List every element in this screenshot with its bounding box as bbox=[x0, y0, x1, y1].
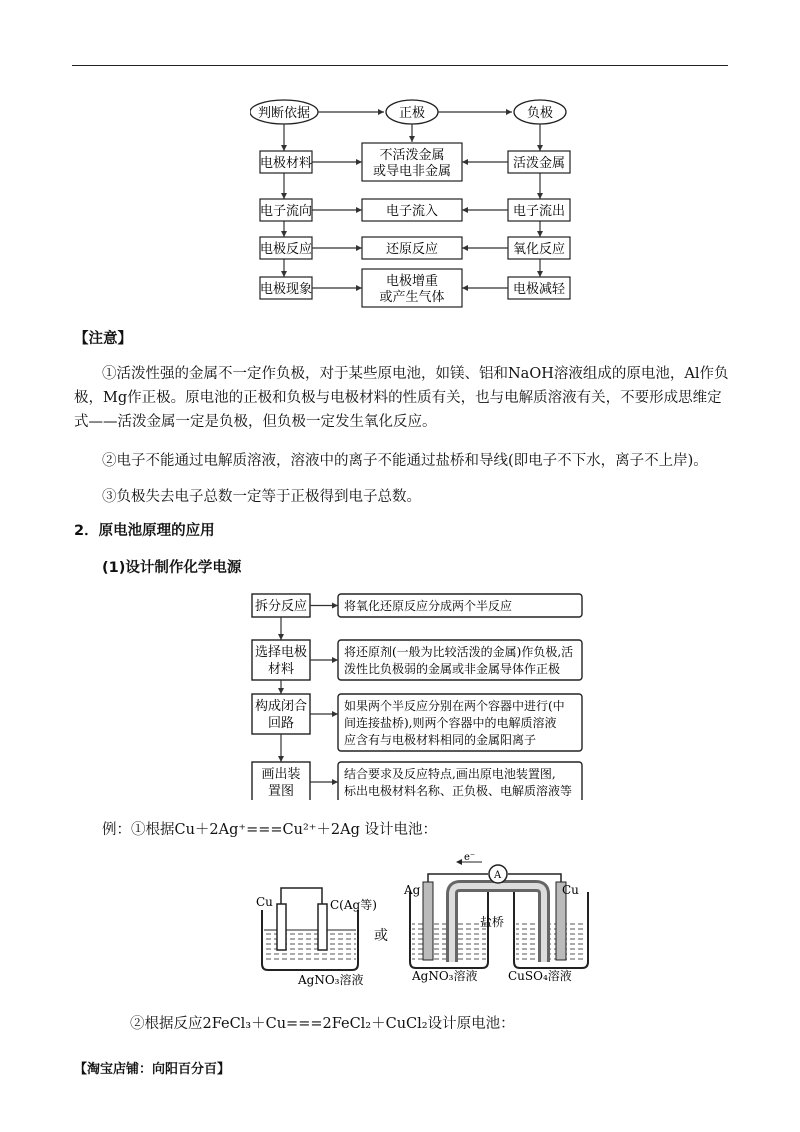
label-left-solution: AgNO₃溶液 bbox=[298, 973, 364, 987]
step-label-3-0: 画出装 bbox=[261, 767, 301, 782]
example-1-prefix: 例：①根据 bbox=[102, 822, 175, 838]
step-desc-3-1: 标出电极材料名称、正负极、电解质溶液等 bbox=[344, 784, 573, 798]
wire bbox=[281, 888, 322, 904]
sub-heading: (1)设计制作化学电源 bbox=[102, 560, 242, 576]
cu-electrode bbox=[277, 904, 286, 950]
section-heading: 2．原电池原理的应用 bbox=[74, 523, 215, 539]
note-item-1: ①活泼性强的金属不一定作负极，对于某些原电池，如镁、铝和NaOH溶液组成的原电池，Al作负极，Mg作正极。原电池的正极和负极与电极材料的性质有关，也与电解质溶液有关，不要形成思维定式——活泼金属一定是负极，但负极一定发生氧化反应。 bbox=[74, 366, 729, 430]
arrow-head bbox=[409, 136, 415, 142]
step-desc-2-2: 应含有与电极材料相同的金属阳离子 bbox=[344, 733, 537, 747]
arrow-head bbox=[332, 657, 338, 663]
positive-text-2-0: 还原反应 bbox=[385, 242, 439, 257]
arrow-head bbox=[537, 231, 543, 237]
arrow-head bbox=[356, 285, 362, 291]
header-rule bbox=[72, 65, 728, 66]
note-item-3: ③负极失去电子总数一定等于正极得到电子总数。 bbox=[102, 489, 421, 505]
arrow-head bbox=[356, 245, 362, 251]
label-cu-right: Cu bbox=[562, 883, 579, 897]
arrow-head bbox=[281, 231, 287, 237]
label-solution-1: AgNO₃溶液 bbox=[412, 969, 478, 983]
arrow-head bbox=[281, 193, 287, 199]
label-solution-2: CuSO₄溶液 bbox=[508, 969, 572, 983]
example-1-suffix: 设计电池： bbox=[364, 822, 438, 838]
arrow-head bbox=[332, 711, 338, 717]
negative-text-0: 活泼金属 bbox=[512, 156, 566, 171]
arrow-head bbox=[356, 207, 362, 213]
footer-shop: 【淘宝店铺：向阳百分百】 bbox=[74, 1062, 231, 1077]
arrow-head bbox=[537, 193, 543, 199]
step-desc-1-0: 将还原剂(一般为比较活泼的金属)作负极,活 bbox=[344, 645, 574, 659]
example-1 bbox=[102, 818, 762, 842]
arrow-head bbox=[378, 109, 384, 115]
header-label-2: 负极 bbox=[526, 106, 554, 121]
arrow-head bbox=[537, 145, 543, 151]
arrow-head bbox=[278, 756, 284, 762]
step-label-2-1: 回路 bbox=[267, 716, 295, 731]
c-electrode bbox=[318, 904, 327, 950]
negative-text-3: 电极减轻 bbox=[512, 282, 566, 297]
step-desc-2-0: 如果两个半反应分别在两个容器中进行(中 bbox=[344, 699, 565, 713]
electrode-judgment-flowchart bbox=[250, 98, 580, 308]
arrow-head bbox=[462, 285, 468, 291]
step-label-3-1: 置图 bbox=[267, 784, 295, 799]
example-2: ②根据反应2FeCl₃＋Cu===2FeCl₂＋CuCl₂设计原电池： bbox=[130, 1016, 515, 1032]
positive-text-0-0: 不活泼金属 bbox=[379, 148, 445, 163]
step-desc-2-1: 间连接盐桥),则两个容器中的电解质溶液 bbox=[344, 716, 557, 730]
arrow-head bbox=[281, 271, 287, 277]
arrow-head bbox=[332, 603, 338, 609]
positive-text-0-1: 或导电非金属 bbox=[372, 164, 452, 179]
label-cu-left: Cu bbox=[256, 895, 273, 909]
right-beakers bbox=[403, 852, 588, 983]
row-label-0: 电极材料 bbox=[259, 156, 313, 171]
header-label-1: 正极 bbox=[398, 106, 426, 121]
arrow-head bbox=[506, 109, 512, 115]
positive-text-3-1: 或产生气体 bbox=[379, 290, 445, 305]
design-steps-flowchart bbox=[244, 590, 594, 800]
positive-text-3-0: 电极增重 bbox=[385, 274, 439, 289]
step-label-1-0: 选择电极 bbox=[254, 645, 308, 660]
or-text: 或 bbox=[374, 928, 388, 944]
arrow-head bbox=[462, 159, 468, 165]
label-ag: Ag bbox=[404, 883, 421, 897]
negative-text-1: 电子流出 bbox=[512, 204, 566, 219]
step-label-0-0: 拆分反应 bbox=[254, 599, 308, 614]
arrow-head bbox=[537, 271, 543, 277]
row-label-1: 电子流向 bbox=[259, 204, 313, 219]
example-1-equation: Cu＋2Ag⁺===Cu²⁺＋2Ag bbox=[174, 822, 360, 838]
ammeter-label: A bbox=[494, 870, 502, 881]
step-desc-3-0: 结合要求及反应特点,画出原电池装置图, bbox=[344, 767, 556, 781]
step-label-1-1: 材料 bbox=[267, 662, 295, 677]
header-label-0: 判断依据 bbox=[257, 106, 311, 121]
step-desc-1-1: 泼性比负极弱的金属或非金属导体作正极 bbox=[344, 662, 561, 676]
arrow-head bbox=[278, 634, 284, 640]
step-label-2-0: 构成闭合 bbox=[254, 699, 308, 714]
arrow-head bbox=[281, 145, 287, 151]
note-item-2: ②电子不能通过电解质溶液，溶液中的离子不能通过盐桥和导线(即电子不下水，离子不上岸)。 bbox=[102, 453, 708, 469]
negative-text-2: 氧化反应 bbox=[512, 242, 566, 257]
row-label-3: 电极现象 bbox=[259, 282, 313, 297]
arrow-head bbox=[356, 159, 362, 165]
label-c-ag: C(Ag等) bbox=[330, 898, 377, 912]
left-beaker bbox=[256, 888, 377, 987]
label-salt-bridge: 盐桥 bbox=[480, 915, 505, 929]
arrow-head bbox=[462, 245, 468, 251]
arrow-head bbox=[278, 688, 284, 694]
arrow-head bbox=[332, 779, 338, 785]
step-desc-0-0: 将氧化还原反应分成两个半反应 bbox=[344, 599, 513, 613]
row-label-2: 电极反应 bbox=[259, 242, 313, 257]
positive-text-1-0: 电子流入 bbox=[385, 204, 439, 219]
galvanic-cell-diagram bbox=[250, 852, 590, 992]
electron-label: e⁻ bbox=[464, 852, 476, 863]
note-title: 【注意】 bbox=[74, 331, 132, 347]
ag-electrode bbox=[423, 882, 433, 960]
arrow-head bbox=[462, 207, 468, 213]
